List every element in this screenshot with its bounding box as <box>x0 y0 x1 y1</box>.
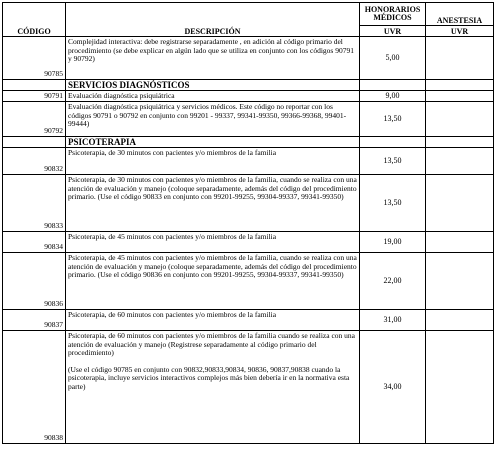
row-code: 90832 <box>3 148 66 175</box>
section-row <box>3 80 494 91</box>
row-uvr: 13,50 <box>360 175 426 232</box>
col-header-honorarios: HONORARIOS MÉDICOS <box>360 3 426 26</box>
section-title: SERVICIOS DIAGNÓSTICOS <box>66 80 360 91</box>
table-row <box>3 37 494 80</box>
row-anestesia <box>426 37 494 80</box>
row-code: 90792 <box>3 102 66 137</box>
row-code: 90836 <box>3 253 66 310</box>
section-row <box>3 137 494 148</box>
table-row <box>3 331 494 444</box>
table-row <box>3 91 494 102</box>
row-uvr: 5,00 <box>360 37 426 80</box>
row-description: Psicoterapia, de 60 minutos con pacientes y/o miembros de la familia cuando se realiza con una atención de evaluación y manejo (Registrese separadamente al código primario del procedimiento) <box>68 331 355 358</box>
row-uvr: 22,00 <box>360 253 426 310</box>
row-uvr: 13,50 <box>360 102 426 137</box>
row-description: Evaluación diagnóstica psiquiátrica <box>66 91 360 102</box>
row-uvr: 34,00 <box>360 331 426 444</box>
row-code: 90785 <box>3 37 66 80</box>
row-uvr: 9,00 <box>360 91 426 102</box>
row-description: Evaluación diagnóstica psiquiátrica y servicios médicos. Este código no reportar con los códigos 90791 o 90792 en conjunto con 99201 - 99337, 99341-99350, 99366-99368, 99401-99444) <box>66 102 360 137</box>
col-header-descripcion: DESCRIPCIÓN <box>66 3 360 37</box>
col-header-codigo: CÓDIGO <box>3 3 66 37</box>
row-description: Psicoterapia, de 45 minutos con pacientes y/o miembros de la familia <box>66 232 360 253</box>
col-header-anestesia: ANESTESIA <box>426 3 494 26</box>
table-row <box>3 148 494 175</box>
row-description: Psicoterapia, de 30 minutos con pacientes y/o miembros de la familia <box>66 148 360 175</box>
fee-table <box>2 2 494 444</box>
row-uvr: 13,50 <box>360 148 426 175</box>
row-description: Psicoterapia, de 60 minutos con pacientes y/o miembros de la familia <box>66 310 360 331</box>
section-title: PSICOTERAPIA <box>66 137 360 148</box>
row-description: Complejidad interactiva: debe registrarse separadamente , en adición al código primario del procedimiento (se debe explicar en algún lado que se utiliza en conjunto con los códigos 90791 y 90792) <box>66 37 360 80</box>
fee-schedule <box>2 2 493 444</box>
row-code: 90791 <box>3 91 66 102</box>
row-description: Psicoterapia, de 30 minutos con pacientes y/o miembros de la familia, cuando se realiza con una atención de evaluación y manejo (coloque separadamente, además del código del procedimiento primario. (Use el código 90833 en conjunto con 99201-99255, 99304-99337, 99341-99350) <box>66 175 360 232</box>
row-code: 90837 <box>3 310 66 331</box>
row-code: 90833 <box>3 175 66 232</box>
row-description: Psicoterapia, de 45 minutos con pacientes y/o miembros de la familia, cuando se realiza con una atención de evaluación y manejo (coloque separadamente, además del código del procedimiento primario. (Use el código 90836 en conjunto con 99201-99255, 99304-99337, 99341-99350) <box>66 253 360 310</box>
row-uvr: 31,00 <box>360 310 426 331</box>
col-header-uvr-honorarios: UVR <box>360 26 426 37</box>
table-row <box>3 175 494 232</box>
row-code: 90834 <box>3 232 66 253</box>
row-uvr: 19,00 <box>360 232 426 253</box>
row-code: 90838 <box>3 331 66 444</box>
col-header-uvr-anestesia: UVR <box>426 26 494 37</box>
table-row <box>3 232 494 253</box>
row-note: (Use el código 90785 en conjunto con 90832,90833,90834, 90836, 90837,90838 cuando la psicoterapia, incluye servicios interactivos complejos más bien debería ir en la normativa esta parte) <box>68 364 350 391</box>
table-row <box>3 310 494 331</box>
table-row <box>3 253 494 310</box>
table-row <box>3 102 494 137</box>
